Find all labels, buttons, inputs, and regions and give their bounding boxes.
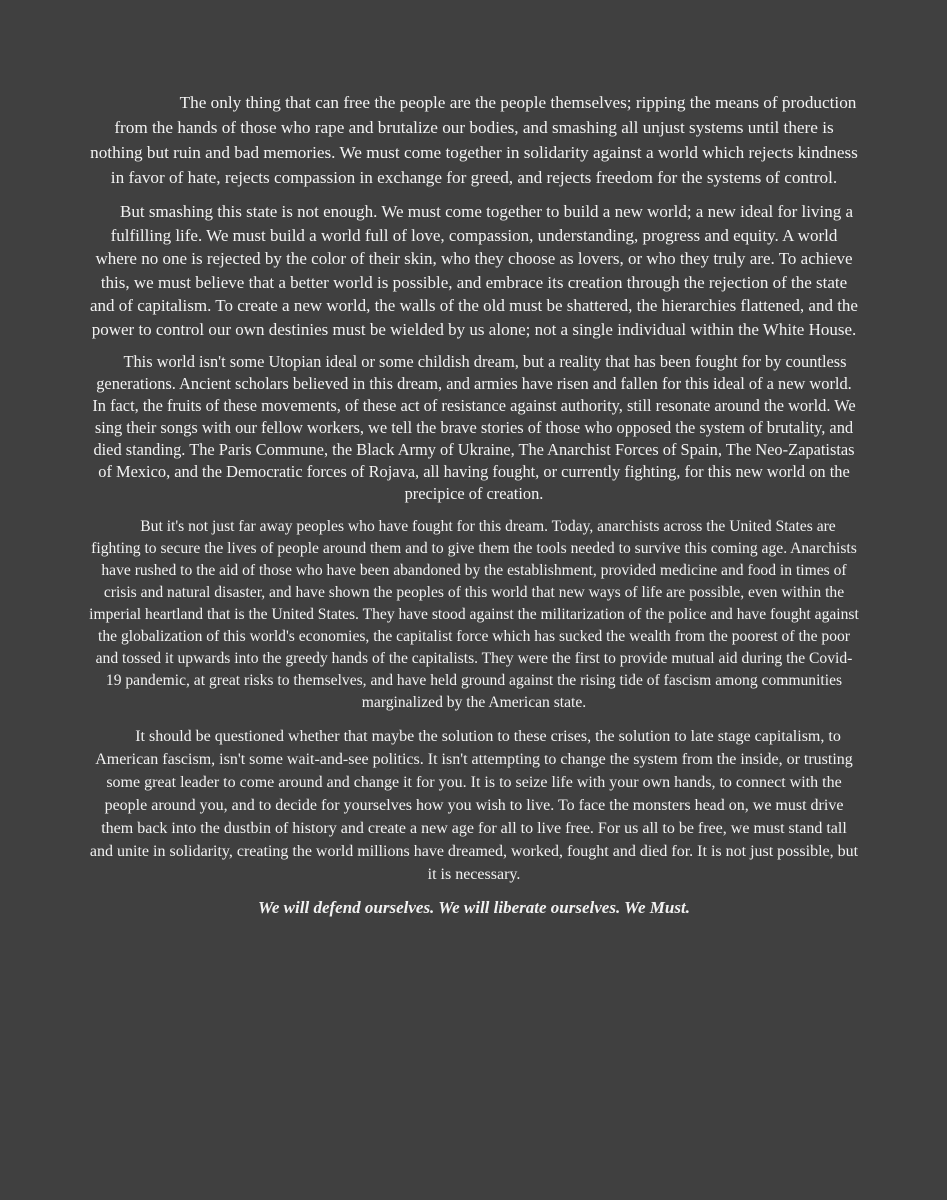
paragraph-5: It should be questioned whether that maybe the solution to these crises, the solution to late stage capitalism, to American fascism, isn't some wait-and-see politics. It isn't attempting to change the system from the inside, or trusting some great leader to come around and change it for you. It is to seize life with your own hands, to connect with the people around you, and to decide for yourselves how you wish to live. To face the monsters head on, we must drive them back into the dustbin of history and create a new age for all to live free. For us all to be free, we must stand tall and unite in solidarity, creating the world millions have dreamed, worked, fought and died for. It is not just possible, but it is necessary. — [89, 728, 859, 883]
document-body — [88, 90, 860, 920]
paragraph-1: The only thing that can free the people are the people themselves; ripping the means of production from the hands of those who rape and brutalize our bodies, and smashing all unjust systems until there is nothing but ruin and bad memories. We must come together in solidarity against a world which rejects kindness in favor of hate, rejects compassion in exchange for greed, and rejects freedom for the systems of control. — [90, 93, 858, 187]
paragraph-4: But it's not just far away peoples who have fought for this dream. Today, anarchists across the United States are fighting to secure the lives of people around them and to give them the tools needed to survive this coming age. Anarchists have rushed to the aid of those who have been abandoned by the establishment, provided medicine and food in times of crisis and natural disaster, and have shown the peoples of this world that new ways of life are possible, even within the imperial heartland that is the United States. They have stood against the militarization of the police and have fought against the globalization of this world's economies, the capitalist force which has sucked the wealth from the poorest of the poor and tossed it upwards into the greedy hands of the capitalists. They were the first to provide mutual aid during the Covid-19 pandemic, at great risks to themselves, and have held ground against the rising tide of fascism among communities marginalized by the American state. — [89, 518, 859, 711]
paragraph-2: But smashing this state is not enough. We must come together to build a new world; a new ideal for living a fulfilling life. We must build a world full of love, compassion, understanding, progress and equity. A world where no one is rejected by the color of their skin, who they choose as lovers, or who they truly are. To achieve this, we must believe that a better world is possible, and embrace its creation through the rejection of the state and of capitalism. To create a new world, the walls of the old must be shattered, the hierarchies flattened, and the power to control our own destinies must be wielded by us alone; not a single individual within the White House. — [90, 202, 858, 339]
paragraph-3: This world isn't some Utopian ideal or some childish dream, but a reality that has been fought for by countless generations. Ancient scholars believed in this dream, and armies have risen and fallen for this ideal of a new world. In fact, the fruits of these movements, of these act of resistance against authority, still resonate around the world. We sing their songs with our fellow workers, we tell the brave stories of those who opposed the system of brutality, and died standing. The Paris Commune, the Black Army of Ukraine, The Anarchist Forces of Spain, The Neo-Zapatistas of Mexico, and the Democratic forces of Rojava, all having fought, or currently fighting, for this new world on the precipice of creation. — [92, 352, 856, 503]
closing-statement: We will defend ourselves. We will liberate ourselves. We Must. — [258, 898, 690, 917]
